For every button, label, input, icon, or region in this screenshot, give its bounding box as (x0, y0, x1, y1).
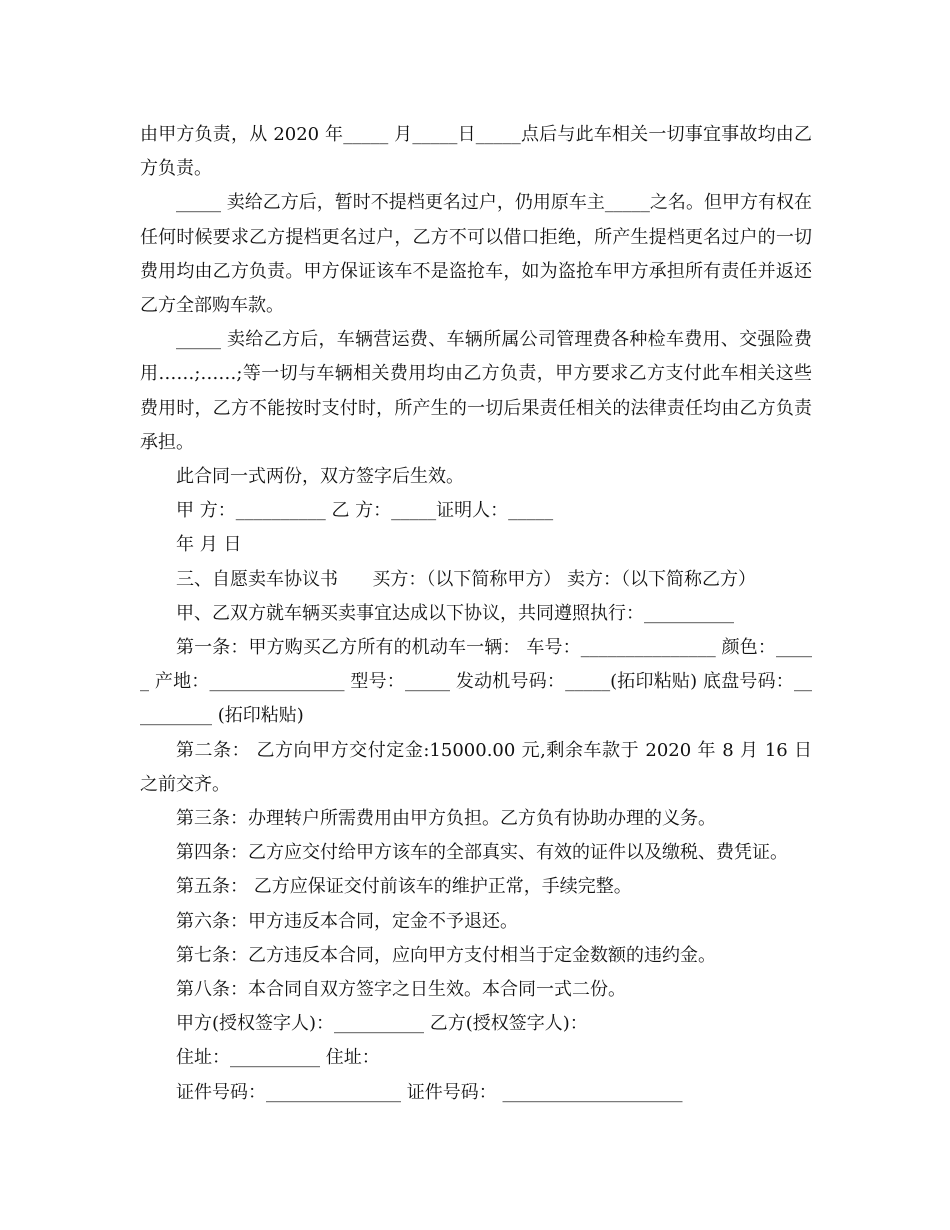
document-body (140, 118, 812, 1110)
paragraph-2: _____ 卖给乙方后，暂时不提档更名过户，仍用原车主_____之名。但甲方有权在任何时候要求乙方提档更名过户，乙方不可以借口拒绝，所产生提档更名过户的一切费用均由乙方负责。甲方保证该车不是盗抢车，如为盗抢车甲方承担所有责任并返还乙方全部购车款。 (140, 192, 812, 317)
paragraph-3: _____ 卖给乙方后，车辆营运费、车辆所属公司管理费各种检车费用、交强险费用……;……;等一切与车辆相关费用均由乙方负责，甲方要求乙方支付此车相关这些费用时，乙方不能按时支付时，所产生的一切后果责任相关的法律责任均由乙方负责承担。 (140, 329, 812, 453)
article-8: 第八条：本合同自双方签字之日生效。本合同一式二份。 (176, 979, 626, 1001)
paragraph-intro: 甲、乙双方就车辆买卖事宜达成以下协议，共同遵照执行：__________ (176, 602, 734, 624)
paragraph-4: 此合同一式两份，双方签字后生效。 (176, 466, 464, 488)
date-line: 年 月 日 (176, 534, 242, 556)
section-title: 三、自愿卖车协议书 买方：（以下简称甲方） 卖方：（以下简称乙方） (176, 568, 757, 590)
article-3: 第三条：办理转户所需费用由甲方负担。乙方负有协助办理的义务。 (176, 808, 716, 830)
article-2: 第二条： 乙方向甲方交付定金:15000.00 元,剩余车款于 2020 年 8 月 16 日之前交齐。 (140, 739, 812, 795)
article-4: 第四条：乙方应交付给甲方该车的全部真实、有效的证件以及缴税、费凭证。 (176, 842, 788, 864)
article-6: 第六条：甲方违反本合同，定金不予退还。 (176, 910, 518, 932)
article-5: 第五条： 乙方应保证交付前该车的维护正常，手续完整。 (176, 876, 632, 898)
address-line: 住址：__________ 住址： (176, 1047, 380, 1069)
article-1: 第一条：甲方购买乙方所有的机动车一辆： 车号：_______________ 颜色：_____ 产地：_______________ 型号：_____ 发动机号码：_____(拓印粘贴) 底盘号码：__________ (拓印粘贴) (140, 637, 812, 727)
paragraph-1: 由甲方负责，从 2020 年_____ 月_____日_____点后与此车相关一切事宜事故均由乙方负责。 (140, 124, 812, 180)
signatory-line: 甲方(授权签字人)：__________ 乙方(授权签字人)： (176, 1013, 588, 1035)
id-number-line: 证件号码：_______________ 证件号码： ____________________ (176, 1081, 683, 1103)
signature-line-parties: 甲 方：__________ 乙 方：_____证明人：_____ (176, 500, 554, 522)
article-7: 第七条：乙方违反本合同，应向甲方支付相当于定金数额的违约金。 (176, 944, 716, 966)
